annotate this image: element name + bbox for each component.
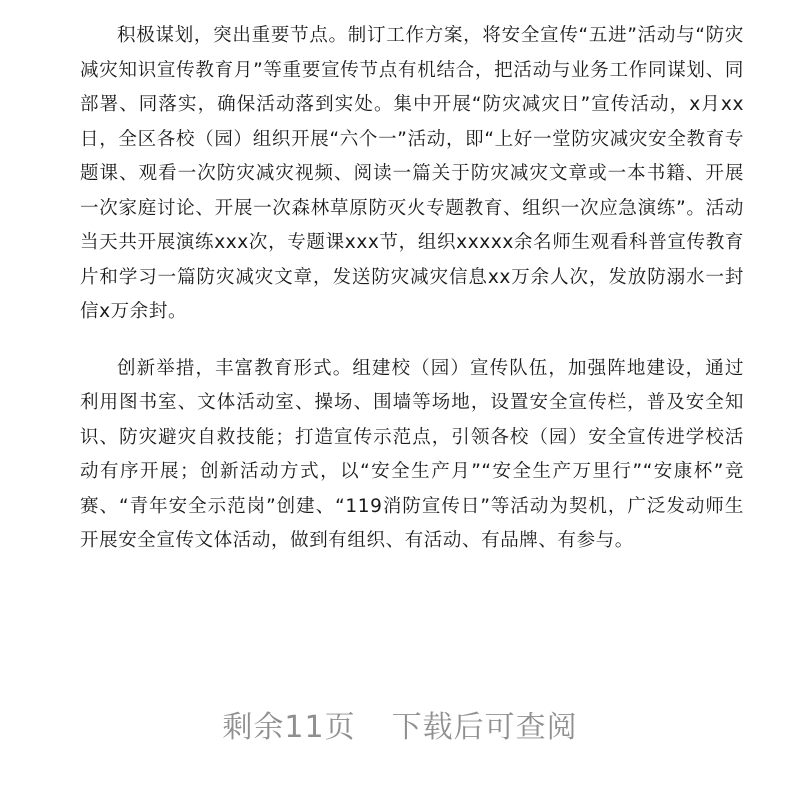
- paragraph-innovation: 创新举措，丰富教育形式。组建校（园）宣传队伍，加强阵地建设，通过利用图书室、文体活动室、操场、围墙等场地，设置安全宣传栏，普及安全知识、防灾避灾自救技能；打造宣传示范点，引领各校（园）安全宣传进学校活动有序开展；创新活动方式，以“安全生产月”“安全生产万里行”“安康杯”竞赛、“青年安全示范岗”创建、“119消防宣传日”等活动为契机，广泛发动师生开展安全宣传文体活动，做到有组织、有活动、有品牌、有参与。: [80, 357, 744, 551]
- document-body: [80, 0, 744, 559]
- download-hint-label: 下载后可查阅: [391, 710, 578, 745]
- download-notice[interactable]: [0, 708, 800, 748]
- paragraph-planning: 积极谋划，突出重要节点。制订工作方案，将安全宣传“五进”活动与“防灾减灾知识宣传教育月”等重要宣传节点有机结合，把活动与业务工作同谋划、同部署、同落实，确保活动落到实处。集中开展“防灾减灾日”宣传活动，x月xx日，全区各校（园）组织开展“六个一”活动，即“上好一堂防灾减灾安全教育专题课、观看一次防灾减灾视频、阅读一篇关于防灾减灾文章或一本书籍、开展一次家庭讨论、开展一次森林草原防灭火专题教育、组织一次应急演练”。活动当天共开展演练xxx次，专题课xxx节，组织xxxxx余名师生观看科普宣传教育片和学习一篇防灾减灾文章，发送防灾减灾信息xx万余人次，发放防溺水一封信x万余封。: [80, 25, 744, 322]
- remaining-pages-label: 剩余11页: [222, 710, 356, 745]
